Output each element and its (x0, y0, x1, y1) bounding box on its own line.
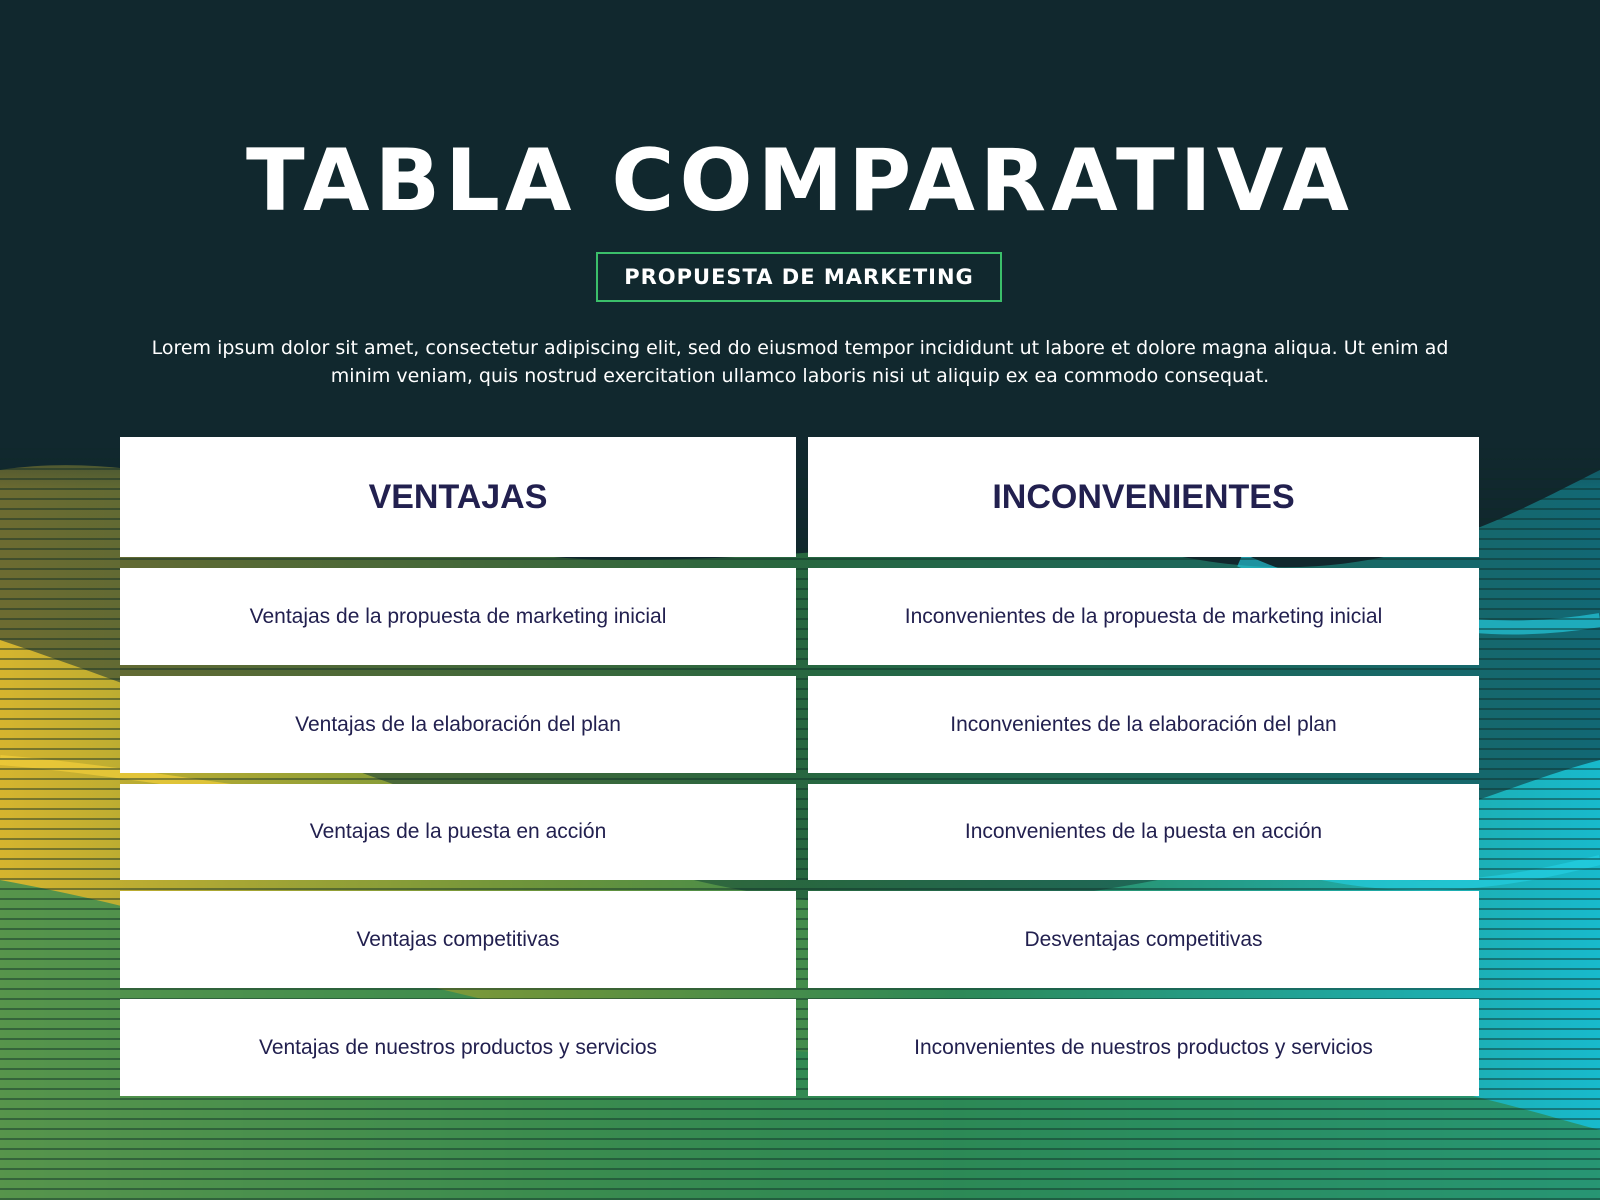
cell-text: Inconvenientes de la propuesta de marketing inicial (904, 604, 1383, 628)
cell-text: Ventajas de nuestros productos y servicios (258, 1035, 658, 1059)
column-header: VENTAJAS (368, 477, 548, 516)
header-cell-inconvenientes (808, 437, 1479, 557)
cell-text: Ventajas de la puesta en acción (309, 820, 607, 843)
table-cell (808, 784, 1479, 880)
header-cell-ventajas (120, 437, 796, 557)
cell-text: Ventajas de la elaboración del plan (295, 712, 621, 736)
cell-text: Inconvenientes de la elaboración del plan (950, 712, 1337, 736)
page-title: TABLA COMPARATIVA (246, 131, 1354, 231)
intro-paragraph: Lorem ipsum dolor sit amet, consectetur adipiscing elit, sed do eiusmod tempor incididunt ut labore et dolore magna aliqua. Ut enim ad minim veniam, quis nostrud exercitation ullamco laboris nisi ut aliquip ex ea commodo consequat. (151, 337, 1449, 387)
table-cell (120, 676, 796, 773)
subtitle-text: PROPUESTA DE MARKETING (624, 265, 974, 289)
table-cell (808, 999, 1479, 1096)
cell-text: Inconvenientes de la puesta en acción (964, 820, 1323, 843)
cell-text: Inconvenientes de nuestros productos y servicios (914, 1035, 1373, 1059)
table-cell (120, 999, 796, 1096)
cell-text: Desventajas competitivas (1024, 927, 1263, 951)
table-cell (808, 891, 1479, 988)
table-cell (808, 676, 1479, 773)
table-cell (120, 784, 796, 880)
cell-text: Ventajas competitivas (356, 927, 560, 951)
cell-text: Ventajas de la propuesta de marketing inicial (249, 604, 667, 628)
table-cell (120, 891, 796, 988)
table-cell (120, 568, 796, 665)
column-header: INCONVENIENTES (992, 477, 1295, 516)
table-cell (808, 568, 1479, 665)
subtitle-badge (596, 252, 1002, 302)
